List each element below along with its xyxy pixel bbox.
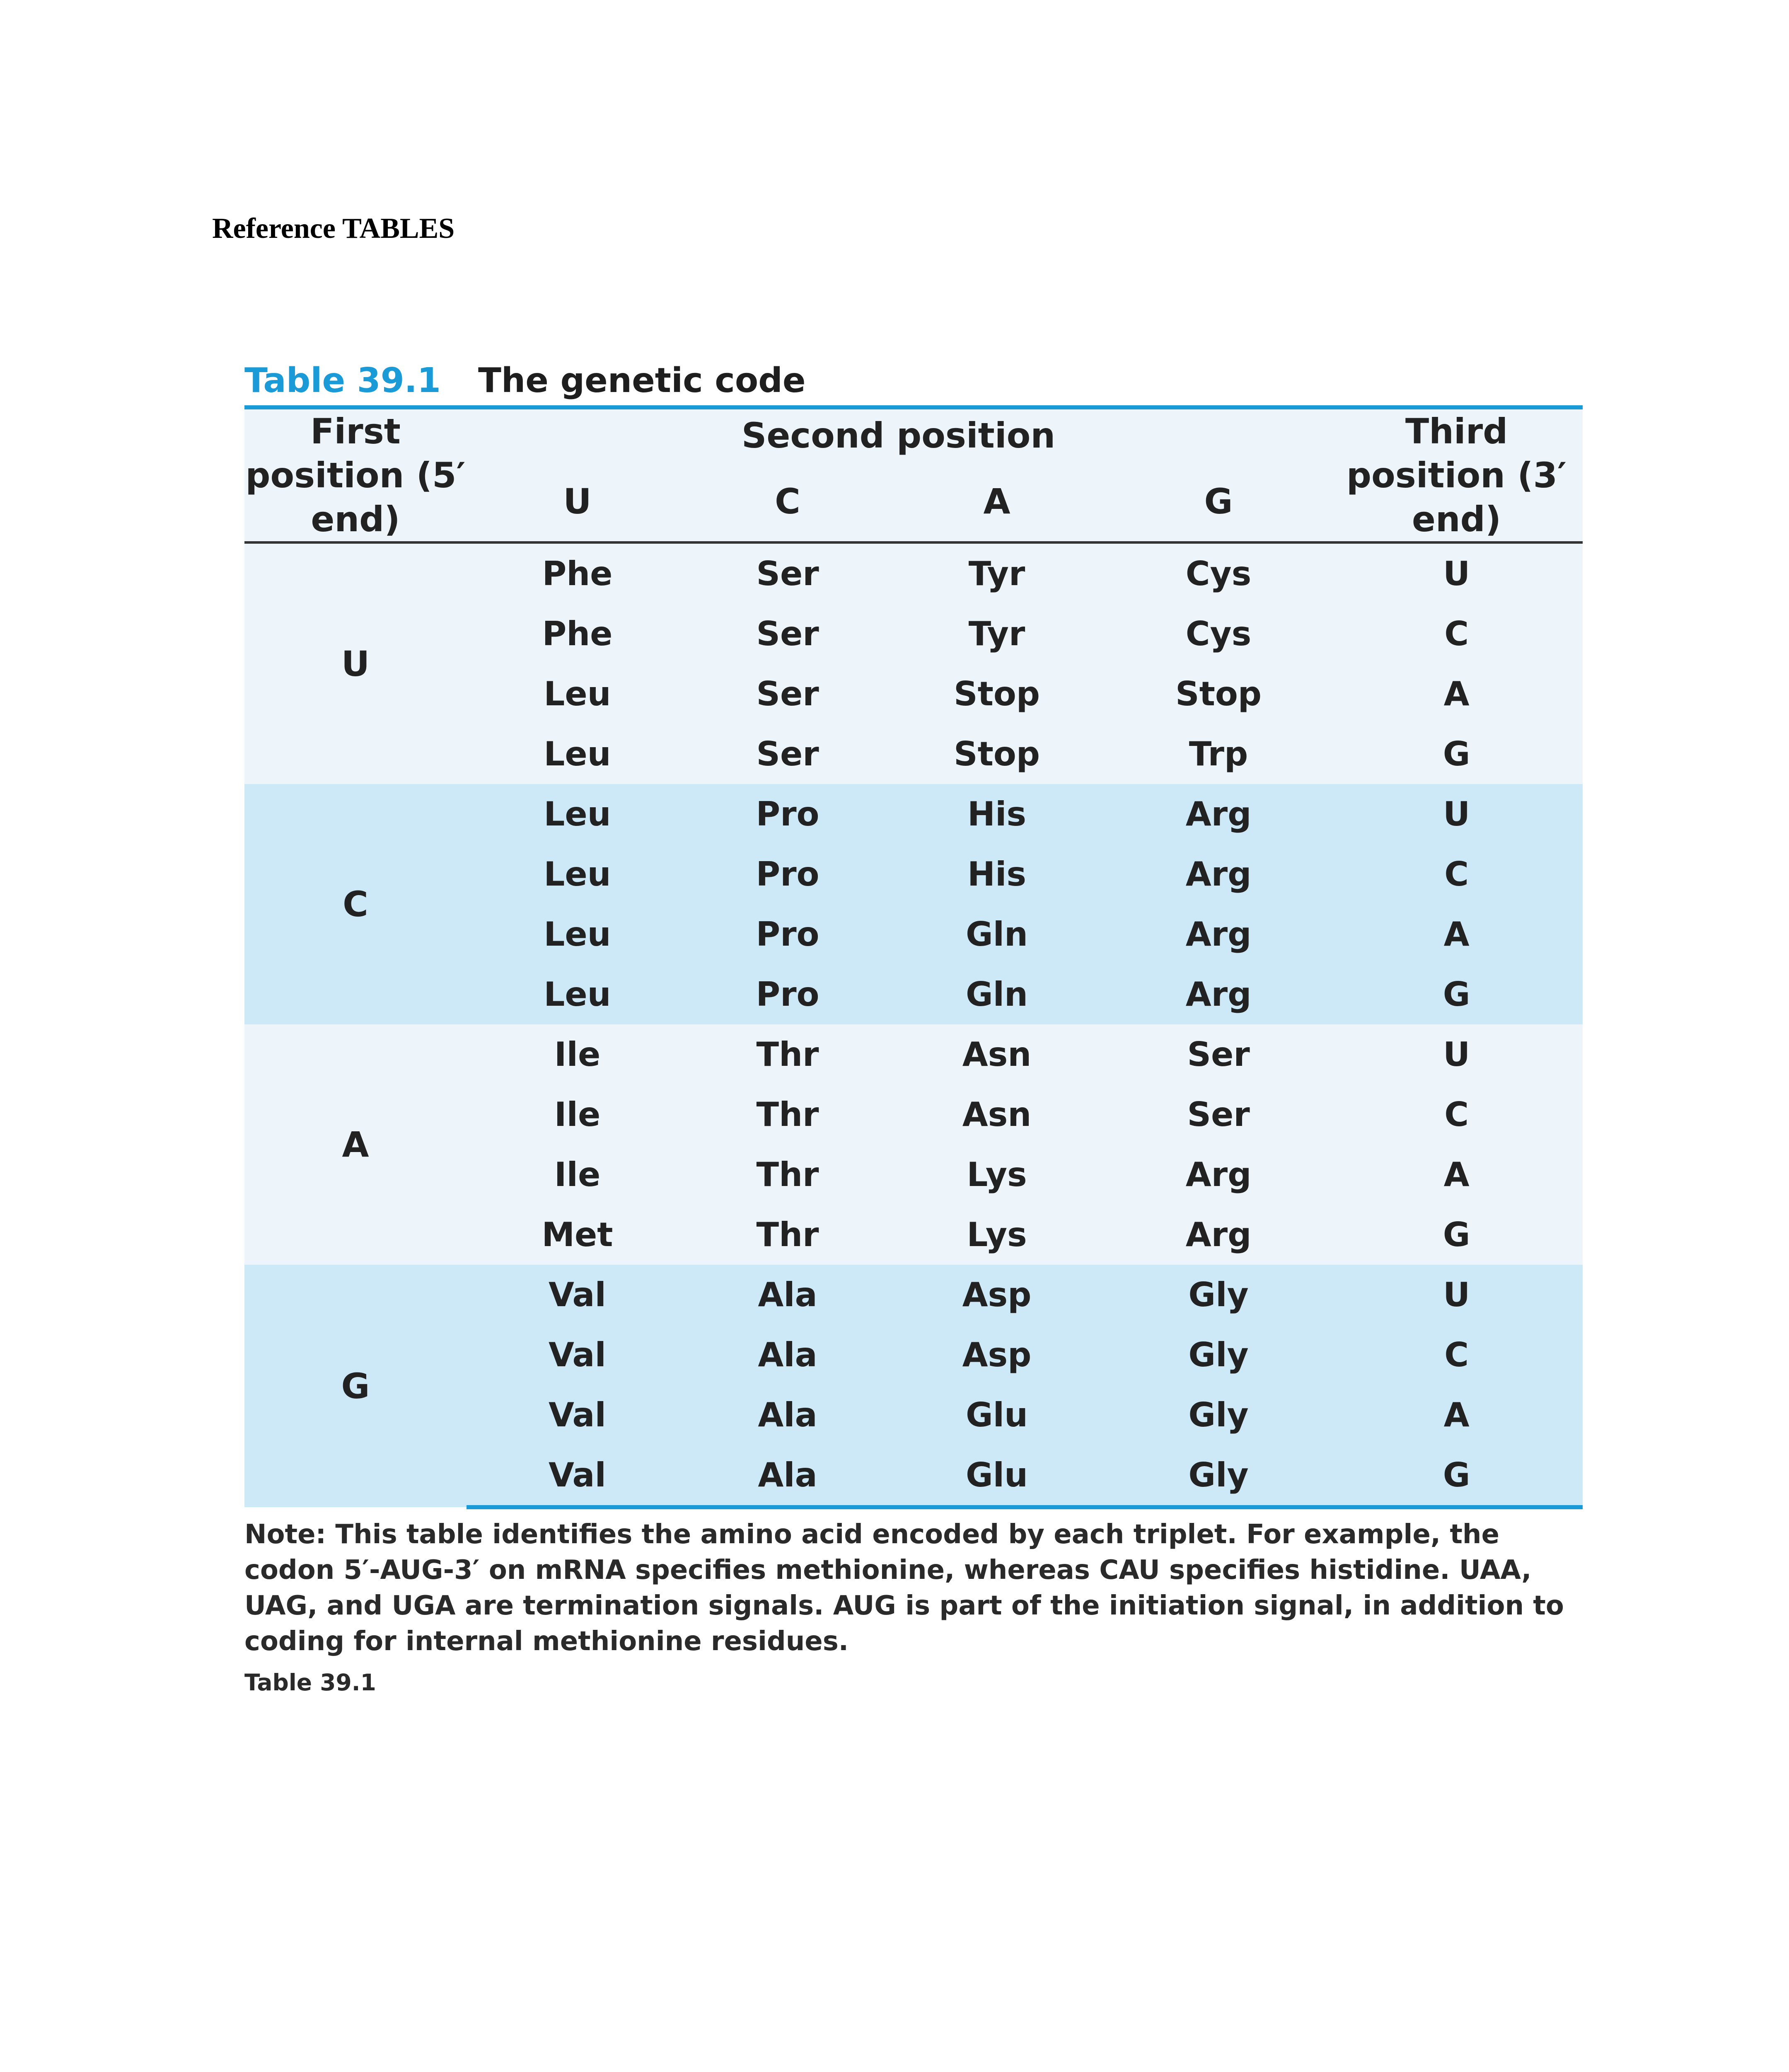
third-base-cell: G xyxy=(1330,1205,1583,1265)
codon-cell: Stop xyxy=(887,724,1107,784)
codon-cell: Pro xyxy=(688,844,887,904)
header-second-position xyxy=(467,407,1330,462)
third-base-cell: C xyxy=(1330,1084,1583,1145)
first-base-cell: G xyxy=(244,1265,467,1507)
codon-cell: Gly xyxy=(1107,1445,1330,1507)
third-base-cell: C xyxy=(1330,1325,1583,1385)
first-base-cell: U xyxy=(244,542,467,784)
group-first-c xyxy=(244,784,1583,1024)
section-title: Reference TABLES xyxy=(212,213,455,244)
codon-cell: Arg xyxy=(1107,784,1330,844)
codon-cell: Ala xyxy=(688,1325,887,1385)
codon-cell: Arg xyxy=(1107,1205,1330,1265)
codon-cell: Tyr xyxy=(887,542,1107,604)
codon-cell: Cys xyxy=(1107,604,1330,664)
codon-cell: Arg xyxy=(1107,904,1330,964)
codon-cell: Asn xyxy=(887,1084,1107,1145)
codon-cell: Asn xyxy=(887,1024,1107,1084)
codon-cell: Gln xyxy=(887,904,1107,964)
codon-cell: Asp xyxy=(887,1325,1107,1385)
codon-cell: Tyr xyxy=(887,604,1107,664)
codon-cell: Pro xyxy=(688,784,887,844)
codon-cell: Leu xyxy=(467,784,688,844)
group-first-u xyxy=(244,542,1583,784)
codon-cell: Gly xyxy=(1107,1325,1330,1385)
group-first-g xyxy=(244,1265,1583,1507)
genetic-code-table-block xyxy=(244,356,1583,1696)
codon-cell: Thr xyxy=(688,1145,887,1205)
third-base-cell: C xyxy=(1330,604,1583,664)
third-base-cell: A xyxy=(1330,1385,1583,1445)
codon-cell: Phe xyxy=(467,542,688,604)
codon-cell: Lys xyxy=(887,1145,1107,1205)
codon-cell: Trp xyxy=(1107,724,1330,784)
codon-cell: Ile xyxy=(467,1024,688,1084)
third-base-cell: G xyxy=(1330,964,1583,1024)
third-base-cell: C xyxy=(1330,844,1583,904)
codon-cell: Ala xyxy=(688,1265,887,1325)
codon-cell: Leu xyxy=(467,664,688,724)
table-source-label: Table 39.1 xyxy=(244,1669,376,1696)
codon-cell: Ile xyxy=(467,1145,688,1205)
codon-cell: Arg xyxy=(1107,1145,1330,1205)
third-base-cell: A xyxy=(1330,904,1583,964)
codon-cell: Asp xyxy=(887,1265,1107,1325)
codon-cell: Val xyxy=(467,1265,688,1325)
first-base-cell: C xyxy=(244,784,467,1024)
table-note: Note: This table identifies the amino acid encoded by each triplet. For example, the codon 5′-AUG-3′ on mRNA specifies methionine, whereas CAU specifies histidine. UAA, UAG, and UGA are termination signals. AUG is part of the initiation signal, in addition to coding for internal methionine residues. xyxy=(244,1519,1564,1657)
third-base-cell: U xyxy=(1330,784,1583,844)
table-row xyxy=(244,1024,1583,1084)
codon-cell: Val xyxy=(467,1325,688,1385)
table-row xyxy=(244,542,1583,604)
codon-cell: Pro xyxy=(688,964,887,1024)
codon-cell: Stop xyxy=(1107,664,1330,724)
codon-cell: Phe xyxy=(467,604,688,664)
codon-cell: Ala xyxy=(688,1385,887,1445)
codon-cell: Arg xyxy=(1107,964,1330,1024)
group-first-a xyxy=(244,1024,1583,1265)
codon-cell: Thr xyxy=(688,1205,887,1265)
header-first-position: First position (5′ end) xyxy=(244,407,467,542)
codon-cell: Leu xyxy=(467,724,688,784)
codon-cell: Ala xyxy=(688,1445,887,1507)
header-second-base-u: U xyxy=(467,462,688,542)
codon-cell: Gly xyxy=(1107,1385,1330,1445)
header-third-position: Third position (3′ end) xyxy=(1330,407,1583,542)
third-base-cell: U xyxy=(1330,1024,1583,1084)
codon-cell: Glu xyxy=(887,1445,1107,1507)
table-caption xyxy=(244,356,1583,405)
codon-cell: Stop xyxy=(887,664,1107,724)
third-base-cell: A xyxy=(1330,1145,1583,1205)
codon-cell: Lys xyxy=(887,1205,1107,1265)
codon-cell: Leu xyxy=(467,844,688,904)
header-second-base-c: C xyxy=(688,462,887,542)
codon-cell: Pro xyxy=(688,904,887,964)
codon-cell: Ser xyxy=(688,604,887,664)
codon-cell: Cys xyxy=(1107,542,1330,604)
codon-cell: Thr xyxy=(688,1084,887,1145)
codon-cell: Ser xyxy=(688,542,887,604)
table-row xyxy=(244,784,1583,844)
first-base-cell: A xyxy=(244,1024,467,1265)
codon-cell: His xyxy=(887,844,1107,904)
header-second-base-a: A xyxy=(887,462,1107,542)
codon-cell: Leu xyxy=(467,964,688,1024)
genetic-code-table xyxy=(244,405,1583,1509)
codon-cell: Ser xyxy=(1107,1024,1330,1084)
codon-cell: Met xyxy=(467,1205,688,1265)
codon-cell: Gln xyxy=(887,964,1107,1024)
table-number: Table 39.1 xyxy=(244,361,441,400)
codon-cell: Thr xyxy=(688,1024,887,1084)
third-base-cell: U xyxy=(1330,542,1583,604)
third-base-cell: G xyxy=(1330,724,1583,784)
header-second-base-g: G xyxy=(1107,462,1330,542)
codon-cell: Ser xyxy=(688,664,887,724)
codon-cell: Ile xyxy=(467,1084,688,1145)
codon-cell: Gly xyxy=(1107,1265,1330,1325)
codon-cell: Val xyxy=(467,1445,688,1507)
codon-cell: Arg xyxy=(1107,844,1330,904)
third-base-cell: A xyxy=(1330,664,1583,724)
table-title: The genetic code xyxy=(478,361,806,400)
table-row xyxy=(244,1265,1583,1325)
codon-cell: Ser xyxy=(1107,1084,1330,1145)
third-base-cell: G xyxy=(1330,1445,1583,1507)
third-base-cell: U xyxy=(1330,1265,1583,1325)
codon-cell: Ser xyxy=(688,724,887,784)
codon-cell: His xyxy=(887,784,1107,844)
codon-cell: Glu xyxy=(887,1385,1107,1445)
codon-cell: Val xyxy=(467,1385,688,1445)
header-second-position-label: Second position xyxy=(741,415,1056,456)
codon-cell: Leu xyxy=(467,904,688,964)
